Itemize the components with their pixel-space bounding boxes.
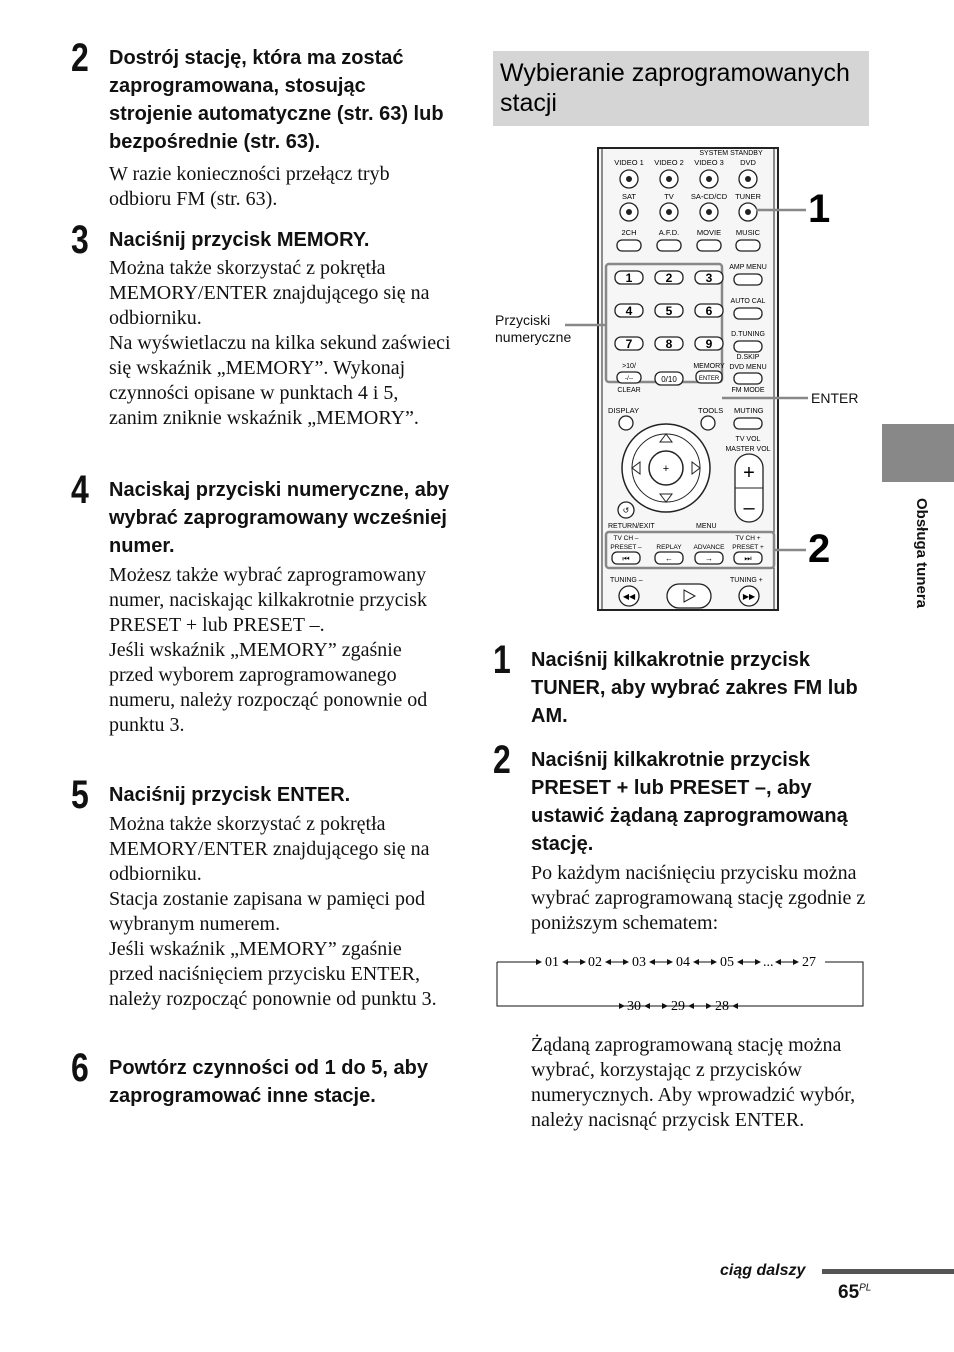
mastervol-label: MASTER VOL: [725, 446, 771, 453]
after-diagram-paragraph: Żądaną zaprogramowaną stację można wybrać, korzystając z przycisków numerycznych. Aby wprowadzić wybór, należy nacisnąć przycisk ENTER.: [531, 1034, 856, 1131]
callout-1: 1: [808, 187, 831, 231]
step-2-left: [71, 36, 451, 212]
callout-2: 2: [808, 527, 831, 571]
step-6-left: [71, 1046, 451, 1110]
step-number: 2: [493, 738, 511, 782]
preset-05: 05: [720, 955, 734, 970]
step-paragraph: Można także skorzystać z pokrętła MEMORY/ENTER znajdującego się na odbiorniku.: [109, 257, 430, 329]
preset-02: 02: [588, 955, 602, 970]
video3-label: VIDEO 3: [694, 158, 724, 167]
step-3-left: [71, 218, 451, 431]
step-body: [531, 861, 869, 936]
preset-04: 04: [676, 955, 690, 970]
tuning-plus-label: TUNING +: [730, 577, 763, 584]
step-body: [109, 812, 451, 1012]
step-paragraph: Jeśli wskaźnik „MEMORY” zgaśnie przed naciśnięciem przycisku ENTER, należy rozpocząć ponownie od punktu 3.: [109, 938, 437, 1010]
step-number: 4: [71, 468, 89, 512]
replay-label: REPLAY: [656, 544, 682, 551]
tvch-plus-label: TV CH +: [735, 535, 761, 542]
afd-label: A.F.D.: [658, 228, 680, 237]
return-label: RETURN/EXIT: [608, 523, 655, 530]
step-paragraph: Można także skorzystać z pokrętła MEMORY/ENTER znajdującego się na odbiorniku.: [109, 813, 430, 885]
digit-2-label: 2: [665, 271, 673, 285]
remote-svg: [490, 140, 870, 620]
step-4-left: [71, 468, 451, 738]
preset-01: 01: [545, 955, 559, 970]
step-number: 2: [71, 36, 89, 80]
preset-28: 28: [715, 999, 729, 1014]
video2-label: VIDEO 2: [654, 158, 684, 167]
advance-label: ADVANCE: [693, 544, 725, 551]
zero-label: 0/10: [661, 375, 677, 384]
tv-label: TV: [664, 192, 674, 201]
clear-label: CLEAR: [617, 387, 641, 394]
fm-mode-label: FM MODE: [731, 387, 765, 394]
section-title: Wybieranie zaprogramowanych stacji: [493, 51, 869, 126]
advance-icon: →: [705, 554, 713, 563]
preset-03: 03: [632, 955, 646, 970]
step-paragraph: Jeśli wskaźnik „MEMORY” zgaśnie przed wyborem zaprogramowanego numeru, należy rozpocząć ponownie od punktu 3.: [109, 639, 428, 736]
dtuning-label: D.TUNING: [731, 331, 765, 338]
remote-illustration: [490, 140, 870, 620]
tvch-minus-label: TV CH –: [613, 535, 639, 542]
digit-6-label: 6: [705, 304, 713, 318]
preset-27: 27: [802, 955, 816, 970]
muting-button[interactable]: [734, 418, 762, 429]
dvd-menu-button[interactable]: [734, 373, 762, 384]
enter-label: ENTER: [698, 376, 720, 382]
volume-minus-icon: –: [743, 497, 755, 519]
footer-continued: ciąg dalszy: [720, 1262, 806, 1279]
callout-enter: ENTER: [811, 390, 859, 406]
digit-3-label: 3: [705, 271, 713, 285]
page-number: [838, 1282, 871, 1304]
step-heading: Dostrój stację, która ma zostać zaprogramowana, stosując strojenie automatyczne (str. 63) lub bezpośrednie (str. 63).: [109, 47, 444, 153]
step-heading: Naciśnij przycisk ENTER.: [109, 784, 351, 806]
preset-minus-label: PRESET –: [610, 544, 642, 551]
step-number: 6: [71, 1046, 89, 1090]
tuning-minus-label: TUNING –: [610, 577, 643, 584]
svg-text:+: +: [662, 463, 670, 475]
dash-label: -/--: [624, 375, 634, 382]
callout-numeric-buttons: [495, 312, 571, 346]
volume-plus-icon: +: [743, 462, 755, 484]
page-number-suffix: PL: [859, 1282, 872, 1294]
step-1-right: [493, 638, 869, 730]
sat-label: SAT: [621, 192, 637, 201]
dtuning-button[interactable]: [734, 341, 762, 352]
step-heading: Naciskaj przyciski numeryczne, aby wybrać zaprogramowany wcześniej numer.: [109, 479, 450, 557]
step-body: [109, 256, 451, 431]
step-heading: Naciśnij kilkakrotnie przycisk TUNER, aby wybrać zakres FM lub AM.: [531, 649, 858, 727]
video1-label: VIDEO 1: [614, 158, 644, 167]
dskip-label: D.SKIP: [736, 354, 760, 361]
fast-forward-icon: ▶▶: [742, 592, 756, 601]
display-button[interactable]: [619, 416, 633, 430]
replay-icon: ←: [665, 554, 673, 563]
amp-menu-button[interactable]: [734, 274, 762, 285]
tuner-label: TUNER: [735, 192, 761, 201]
page-number-value: 65: [838, 1282, 860, 1303]
sacd-label: SA-CD/CD: [690, 192, 728, 201]
afd-button[interactable]: [657, 240, 681, 251]
callout-numeric-line1: Przyciski: [495, 312, 551, 328]
rewind-icon: ◀◀: [622, 592, 636, 601]
sidebar-label-text: Obsługa tunera: [913, 498, 930, 609]
step-paragraph: Możesz także wybrać zaprogramowany numer, naciskając kilkakrotnie przycisk PRESET + lub PRESET –.: [109, 564, 427, 636]
callout-numeric-line2: numeryczne: [495, 329, 572, 345]
movie-label: MOVIE: [696, 228, 722, 237]
step-heading: Naciśnij kilkakrotnie przycisk PRESET + lub PRESET –, aby ustawić żądaną zaprogramowaną stację.: [531, 749, 848, 855]
step-body: [109, 162, 451, 212]
digit-4-label: 4: [625, 304, 633, 318]
2ch-label: 2CH: [621, 228, 637, 237]
step-number: 1: [493, 638, 511, 682]
music-button[interactable]: [736, 240, 760, 251]
step-heading: Naciśnij przycisk MEMORY.: [109, 229, 370, 251]
tvvol-label: TV VOL: [735, 436, 761, 443]
tools-label: TOOLS: [698, 406, 724, 415]
preset-ellipsis: ...: [763, 955, 774, 970]
step-number: 5: [71, 773, 89, 817]
digit-1-label: 1: [625, 271, 633, 285]
menu-label: MENU: [696, 523, 717, 530]
memory-label: MEMORY: [693, 363, 725, 370]
ten-label: >10/: [622, 363, 636, 370]
system-standby-label: SYSTEM STANDBY: [699, 150, 763, 157]
digit-5-label: 5: [665, 304, 673, 318]
sidebar-tab-marker: [882, 424, 954, 482]
previous-icon: ⏮: [622, 554, 630, 563]
digit-7-label: 7: [625, 337, 633, 351]
preset-29: 29: [671, 999, 685, 1014]
step-number: 3: [71, 218, 89, 262]
dvd-menu-label: DVD MENU: [729, 364, 767, 371]
step-2-right: [493, 738, 869, 936]
footer-bar: [822, 1269, 954, 1274]
sidebar-section-label: [905, 498, 935, 648]
step-body: [109, 563, 451, 738]
step-paragraph: Po każdym naciśnięciu przycisku można wybrać zaprogramowaną stację zgodnie z poniższym schematem:: [531, 862, 866, 934]
preset-30: 30: [627, 999, 641, 1014]
return-icon: ↺: [622, 506, 630, 515]
tools-button[interactable]: [701, 416, 715, 430]
display-label: DISPLAY: [608, 406, 640, 415]
step-paragraph: Na wyświetlaczu na kilka sekund zaświeci się wskaźnik „MEMORY”. Wykonaj czynności opisane w punktach 4 i 5, zanim zniknie wskaźnik „MEMORY”.: [109, 332, 451, 429]
step-5-left: [71, 773, 451, 1012]
step-paragraph: Stacja zostanie zapisana w pamięci pod wybranym numerem.: [109, 888, 425, 935]
preset-plus-label: PRESET +: [732, 544, 764, 551]
digit-9-label: 9: [705, 337, 713, 351]
digit-8-label: 8: [665, 337, 673, 351]
muting-label: MUTING: [734, 406, 764, 415]
movie-button[interactable]: [697, 240, 721, 251]
dvd-label: DVD: [740, 158, 756, 167]
preset-sequence-diagram: [495, 948, 867, 1014]
preset-sequence-svg: [495, 948, 867, 1014]
auto-cal-button[interactable]: [734, 308, 762, 319]
2ch-button[interactable]: [617, 240, 641, 251]
step-paragraph: W razie konieczności przełącz tryb odbioru FM (str. 63).: [109, 163, 390, 210]
next-icon: ⏭: [744, 554, 752, 563]
step-heading: Powtórz czynności od 1 do 5, aby zaprogramować inne stacje.: [109, 1057, 428, 1107]
music-label: MUSIC: [735, 228, 761, 237]
amp-menu-label: AMP MENU: [729, 264, 767, 271]
auto-cal-label: AUTO CAL: [730, 298, 766, 305]
